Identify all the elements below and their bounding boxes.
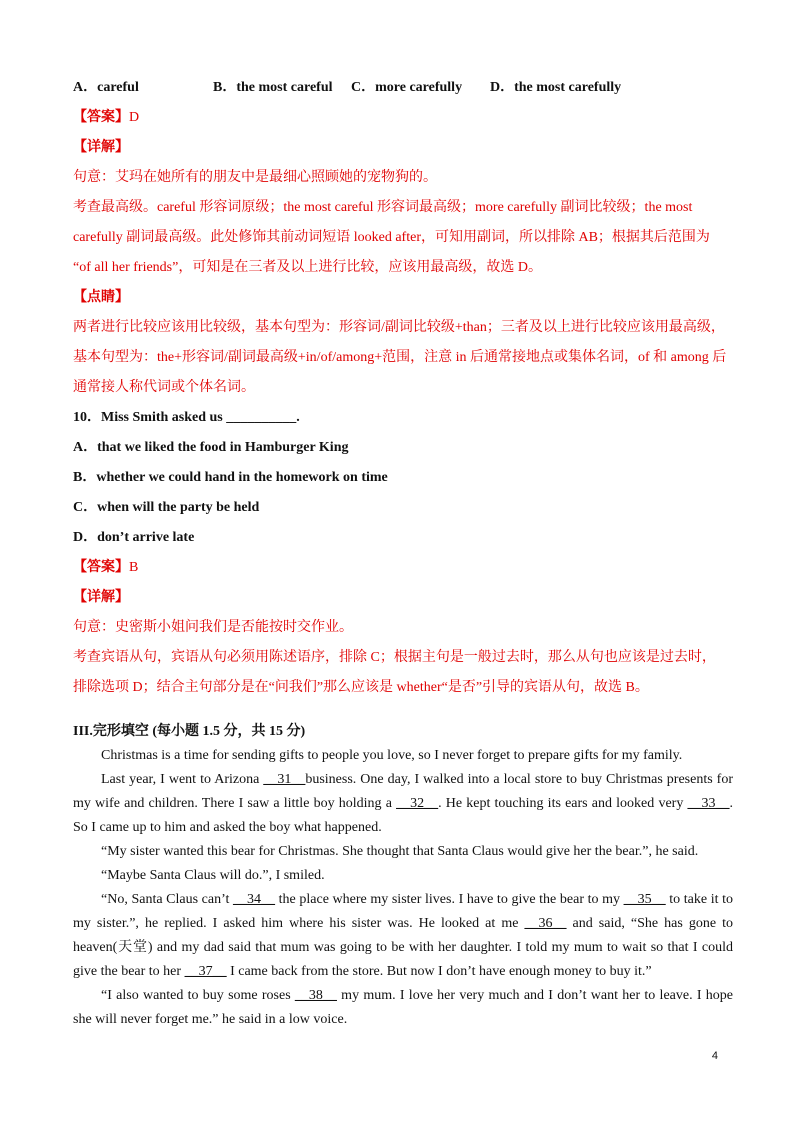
q9-option-d: D．the most carefully (490, 80, 622, 95)
q10-explanation-2: 排除选项 D；结合主句部分是在“问我们”那么应该是 whether“是否”引导的宾语从句，故选 B。 (73, 680, 649, 695)
blank-31: __31__ (263, 772, 306, 787)
q10-stem-blank: __________ (226, 410, 297, 425)
q10-explanation-1: 考查宾语从句，宾语从句必须用陈述语序，排除 C；根据主句是一般过去时，那么从句也应该是过去时， (73, 650, 716, 665)
q10-answer-tag: 【答案】 (73, 560, 129, 575)
passage-paragraph-2 (73, 768, 733, 840)
blank-36: __36__ (524, 916, 567, 931)
q9-detail-tag: 【详解】 (73, 140, 129, 155)
blank-37: __37__ (184, 964, 227, 979)
document-page (73, 70, 733, 1032)
q10-stem (73, 408, 733, 428)
q10-answer-line (73, 558, 733, 578)
q9-option-a: A．careful (73, 80, 139, 95)
passage-paragraph-6 (73, 984, 733, 1032)
passage-text: Last year, I went to Arizona (101, 772, 264, 787)
q9-answer-line (73, 108, 733, 128)
passage-text: business. One day, I walked into a local store to buy Christmas presents for my wife and children. There I saw a little boy holding a (73, 772, 734, 811)
q9-tip-2: 基本句型为：the+形容词/副词最高级+in/of/among+范围，注意 in 后通常接地点或集体名词，of 和 among 后 (73, 350, 727, 365)
passage-paragraph-5 (73, 888, 733, 984)
page-number: 4 (711, 1050, 718, 1062)
q9-answer-tag: 【答案】 (73, 110, 129, 125)
blank-34: __34__ (233, 892, 276, 907)
q10-stem-suffix: . (296, 410, 300, 425)
blank-32: __32__ (396, 796, 439, 811)
passage-text: I came back from the store. But now I don’t have enough money to buy it.” (226, 964, 652, 979)
q9-option-c: C．more carefully (351, 80, 463, 95)
q9-tip-1: 两者进行比较应该用比较级，基本句型为：形容词/副词比较级+than；三者及以上进行比较应该用最高级， (73, 320, 725, 335)
passage-text: to take it to my sister.”, he replied. I asked him where his sister was. He looked at me (73, 892, 733, 931)
passage-paragraph-4: “Maybe Santa Claus will do.”, I smiled. (101, 868, 325, 883)
q9-explanation-2: carefully 副词最高级。此处修饰其前动词短语 looked after，可知用副词，所以排除 AB；根据其后范围为 (73, 230, 710, 245)
blank-33: __33__ (687, 796, 730, 811)
passage-text: my mum. I love her very much and I don’t want her to leave. I hope she will never forget me.” he said in a low voice. (73, 988, 733, 1027)
blank-35: __35__ (623, 892, 666, 907)
q9-options (73, 78, 733, 98)
passage-text: and said, “She has gone to heaven(天堂) and my dad said that mum was going to be with her daughter. I told my mum to wait so that I could give the bear to her (73, 916, 734, 979)
q9-tip-tag: 【点睛】 (73, 290, 129, 305)
q9-tip-3: 通常接人称代词或个体名词。 (73, 380, 255, 395)
q10-stem-prefix: 10．Miss Smith asked us (73, 410, 227, 425)
passage-text: the place where my sister lives. I have to give the bear to my (275, 892, 624, 907)
passage-paragraph-3: “My sister wanted this bear for Christmas. She thought that Santa Claus would give her the bear.”, he said. (101, 844, 699, 859)
passage-text: “I also wanted to buy some roses (101, 988, 295, 1003)
q10-option-d: D．don’t arrive late (73, 530, 195, 545)
section-title: III.完形填空 (每小题 1.5 分，共 15 分) (73, 724, 306, 739)
passage-text: “No, Santa Claus can’t (101, 892, 234, 907)
q10-option-c: C．when will the party be held (73, 500, 260, 515)
passage-text: . So I came up to him and asked the boy what happened. (73, 796, 733, 835)
passage-text: . He kept touching its ears and looked very (438, 796, 688, 811)
passage-paragraph-1: Christmas is a time for sending gifts to people you love, so I never forget to prepare gifts for my family. (101, 748, 683, 763)
q9-option-b: B．the most careful (213, 80, 333, 95)
blank-38: __38__ (294, 988, 337, 1003)
q10-detail-tag: 【详解】 (73, 590, 129, 605)
q10-answer: B (129, 560, 139, 575)
q9-explanation-3: “of all her friends”，可知是在三者及以上进行比较，应该用最高级，故选 D。 (73, 260, 542, 275)
q9-answer: D (129, 110, 140, 125)
q10-meaning: 句意：史密斯小姐问我们是否能按时交作业。 (73, 620, 353, 635)
q10-option-b: B．whether we could hand in the homework on time (73, 470, 388, 485)
q9-explanation-1: 考查最高级。careful 形容词原级；the most careful 形容词最高级；more carefully 副词比较级；the most (73, 200, 693, 215)
q10-option-a: A．that we liked the food in Hamburger King (73, 440, 349, 455)
q9-meaning: 句意：艾玛在她所有的朋友中是最细心照顾她的宠物狗的。 (73, 170, 437, 185)
cloze-passage (73, 744, 733, 1032)
